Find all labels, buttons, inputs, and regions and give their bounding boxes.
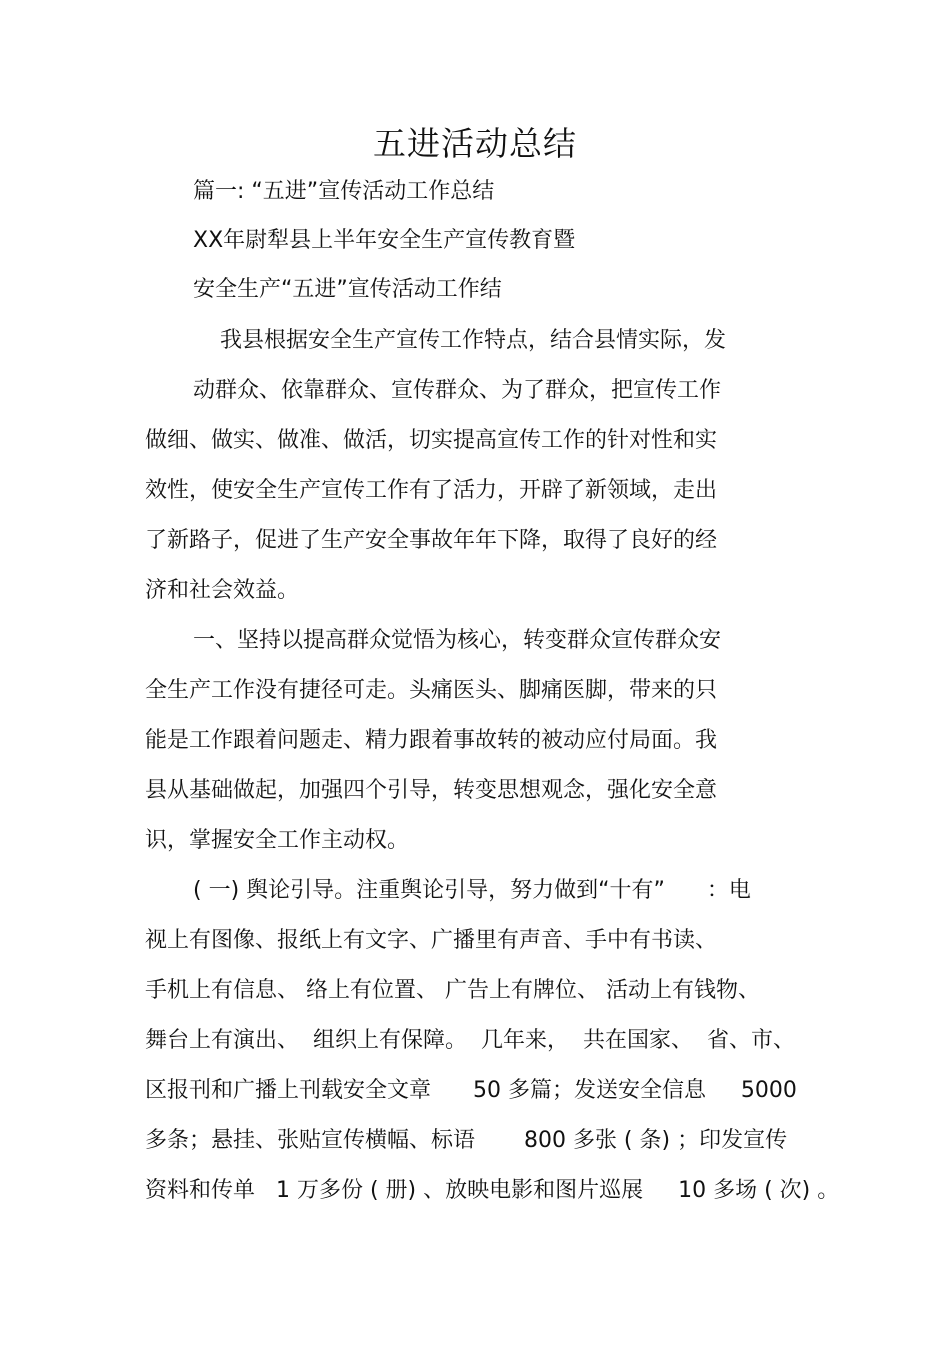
paragraph-line: 资料和传单 1 万多份 ( 册) 、放映电影和图片巡展 10 多场 ( 次) 。	[145, 1178, 840, 1203]
paragraph-line: 一、坚持以提高群众觉悟为核心，转变群众宣传群众安	[193, 628, 722, 653]
paragraph-line: 能是工作跟着问题走、精力跟着事故转的被动应付局面。我	[145, 728, 718, 753]
subtitle-line: XX年尉犁县上半年安全生产宣传教育暨	[193, 228, 576, 253]
paragraph-line: 手机上有信息、 络上有位置、 广告上有牌位、 活动上有钱物、	[145, 978, 760, 1003]
paragraph-line: 做细、做实、做准、做活，切实提高宣传工作的针对性和实	[145, 428, 718, 453]
document-title: 五进活动总结	[373, 124, 577, 163]
paragraph-line: 济和社会效益。	[145, 578, 300, 603]
paragraph-line: 了新路子，促进了生产安全事故年年下降，取得了良好的经	[145, 528, 718, 553]
paragraph-line: 效性，使安全生产宣传工作有了活力，开辟了新领域，走出	[145, 478, 718, 503]
paragraph-line: 县从基础做起，加强四个引导，转变思想观念，强化安全意	[145, 778, 718, 803]
paragraph-line: 我县根据安全生产宣传工作特点，结合县情实际，发	[220, 328, 727, 353]
paragraph-line: 全生产工作没有捷径可走。头痛医头、脚痛医脚，带来的只	[145, 678, 718, 703]
paragraph-line: 多条；悬挂、张贴宣传横幅、标语 800 多张 ( 条) ；印发宣传	[145, 1128, 788, 1153]
paragraph-line: 区报刊和广播上刊载安全文章 50 多篇；发送安全信息 5000	[145, 1078, 797, 1103]
paragraph-line: 视上有图像、报纸上有文字、广播里有声音、手中有书读、	[145, 928, 718, 953]
paragraph-line: 识，掌握安全工作主动权。	[145, 828, 410, 853]
paragraph-line: 舞台上有演出、 组织上有保障。 几年来， 共在国家、 省、市、	[145, 1028, 795, 1053]
subtitle-line: 篇一: “五进”宣传活动工作总结	[193, 179, 495, 204]
paragraph-line: ( 一) 舆论引导。注重舆论引导，努力做到“十有” ：电	[193, 878, 751, 903]
paragraph-line: 动群众、依靠群众、宣传群众、为了群众，把宣传工作	[193, 378, 722, 403]
subtitle-line: 安全生产“五进”宣传活动工作结	[193, 277, 502, 302]
